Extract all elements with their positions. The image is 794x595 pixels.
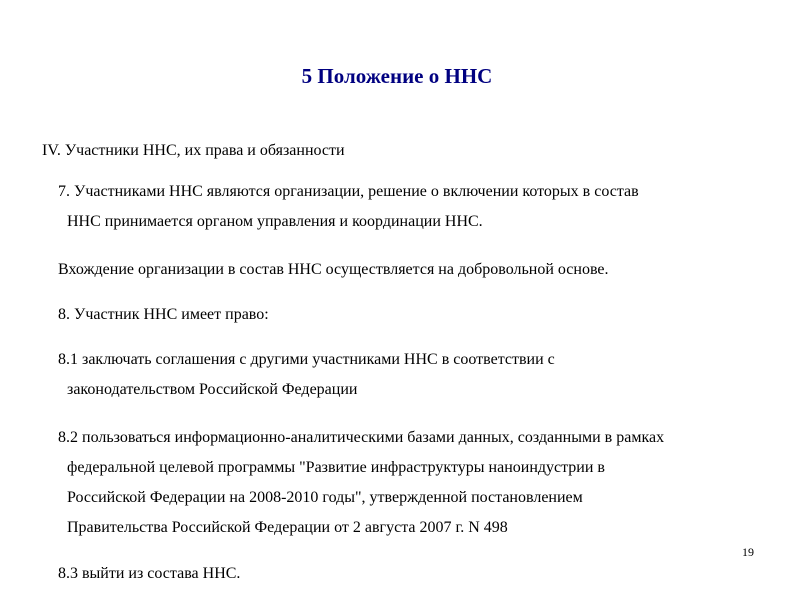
item-8-3: 8.3 выйти из состава ННС. [58, 565, 241, 582]
item-8-heading: 8. Участник ННС имеет право: [58, 306, 269, 323]
item-8-2-line-1: 8.2 пользоваться информационно-аналитическими базами данных, созданными в рамках [58, 429, 665, 446]
item-7-line-1: 7. Участниками ННС являются организации, решение о включении которых в состав [58, 183, 639, 200]
item-8-1-line-1: 8.1 заключать соглашения с другими участниками ННС в соответствии с [58, 351, 555, 368]
slide-title: 5 Положение о ННС [301, 64, 493, 88]
item-8-2-line-4: Правительства Российской Федерации от 2 августа 2007 г. N 498 [67, 519, 508, 536]
voluntary-entry-text: Вхождение организации в состав ННС осуществляется на добровольной основе. [58, 261, 609, 278]
section-heading: IV. Участники ННС, их права и обязанности [42, 142, 345, 159]
item-7-line-2: ННС принимается органом управления и координации ННС. [67, 213, 483, 230]
page-number: 19 [742, 545, 754, 559]
item-8-2-line-3: Российской Федерации на 2008-2010 годы", утвержденной постановлением [67, 489, 583, 506]
item-8-1-line-2: законодательством Российской Федерации [67, 381, 358, 398]
item-8-2-line-2: федеральной целевой программы "Развитие инфраструктуры наноиндустрии в [67, 459, 605, 476]
